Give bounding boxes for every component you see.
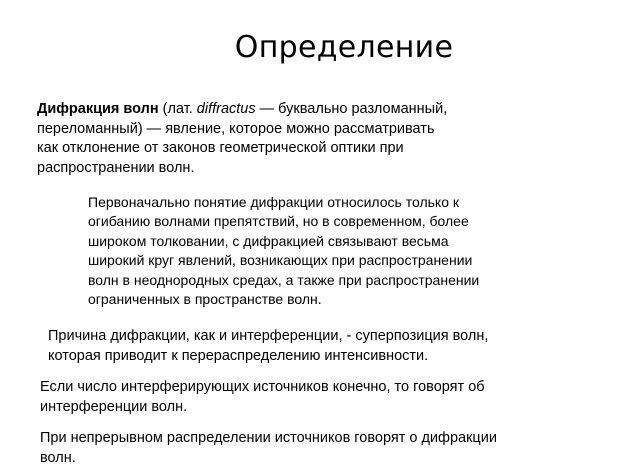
origin-prefix: (лат. <box>159 101 197 117</box>
history-line: широкий круг явлений, возникающих при распространении <box>88 251 479 270</box>
cause-line: которая приводит к перераспределению интенсивности. <box>48 347 488 367</box>
history-line: ограниченных в пространстве волн. <box>88 290 479 309</box>
interference-line: Если число интерферирующих источников конечно, то говорят об <box>40 378 485 398</box>
term-bold: Дифракция волн <box>37 101 159 117</box>
diffraction-line: волн. <box>40 449 497 468</box>
definition-line-1-rest: — буквально разломанный, <box>256 101 448 117</box>
interference-line: интерференции волн. <box>40 398 485 418</box>
definition-line-3: как отклонение от законов геометрической оптики при <box>37 139 447 159</box>
slide-title: Определение <box>0 28 636 68</box>
definition-line-1 <box>37 100 447 120</box>
diffraction-paragraph <box>40 429 497 468</box>
definition-line-4: распространении волн. <box>37 159 447 179</box>
history-line: огибанию волнами препятствий, но в современном, более <box>88 212 479 231</box>
history-line: широком толковании, с дифракцией связывают весьма <box>88 232 479 251</box>
definition-paragraph <box>37 100 447 178</box>
origin-word: diffractus <box>197 101 256 117</box>
cause-paragraph <box>48 327 488 366</box>
definition-line-2: переломанный) — явление, которое можно рассматривать <box>37 120 447 140</box>
interference-paragraph <box>40 378 485 417</box>
cause-line: Причина дифракции, как и интерференции, - суперпозиция волн, <box>48 327 488 347</box>
diffraction-line: При непрерывном распределении источников говорят о дифракции <box>40 429 497 449</box>
history-line: Первоначально понятие дифракции относилось только к <box>88 193 479 212</box>
history-line: волн в неоднородных средах, а также при распространении <box>88 271 479 290</box>
history-paragraph <box>88 193 479 309</box>
